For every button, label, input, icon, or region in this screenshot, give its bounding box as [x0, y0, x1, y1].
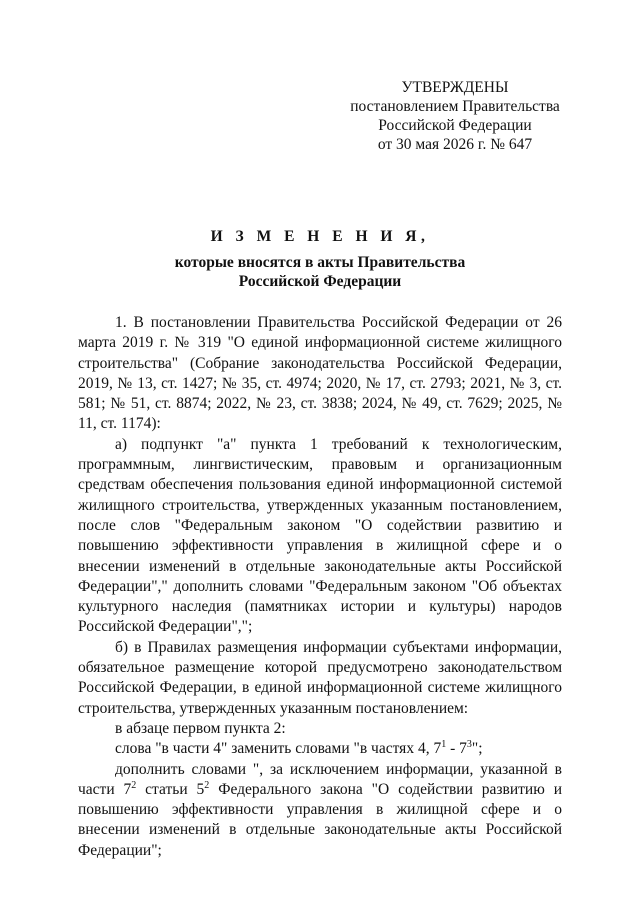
approval-line-1: постановлением Правительства — [350, 98, 560, 115]
paragraph-6-sup-2: 2 — [204, 779, 210, 791]
approval-line-3: от 30 мая 2026 г. № 647 — [377, 136, 533, 153]
document-body — [78, 313, 562, 861]
paragraph-6-text-a: дополнить словами ", за исключением информации, указанной в части 7 — [78, 760, 562, 798]
approval-title: УТВЕРЖДЕНЫ — [401, 79, 509, 96]
paragraph-2: а) подпункт "а" пункта 1 требований к технологическим, программным, лингвистическим, правовым и организационным средствам обеспечения пользования единой информационной системой жилищного строительства, утвержденных указанным постановлением, после слов "Федеральным законом "О содействии развитию и повышению эффективности управления в жилищной сфере и о внесении изменений в отдельные законодательные акты Российской Федерации"," дополнить словами "Федеральным законом "Об объектах культурного наследия (памятниках истории и культуры) народов Российской Федерации","; — [78, 435, 562, 636]
paragraph-5-text-c: "; — [471, 740, 483, 758]
approval-stamp — [330, 78, 580, 154]
paragraph-3: б) в Правилах размещения информации субъектами информации, обязательное размещение которой предусмотрено законодательством Российской Федерации, в единой информационной системе жилищного строительства, утвержденных указанным постановлением: — [78, 638, 562, 717]
paragraph-5-text-b: - 7 — [446, 740, 467, 758]
paragraph-4: в абзаце первом пункта 2: — [115, 719, 286, 737]
paragraph-6-sup-1: 2 — [131, 779, 137, 791]
paragraph-5 — [78, 739, 562, 759]
paragraph-5-sup-2: 3 — [466, 739, 472, 751]
paragraph-5-sup-1: 1 — [441, 739, 447, 751]
paragraph-6-text-b: статьи 5 — [136, 780, 205, 798]
document-subtitle-line-2: Российской Федерации — [238, 273, 402, 290]
paragraph-6 — [78, 760, 562, 861]
paragraph-1: 1. В постановлении Правительства Российской Федерации от 26 марта 2019 г. № 319 "О единой информационной системе жилищного строительства" (Собрание законодательства Российской Федерации, 2019, № 13, ст. 1427; № 35, ст. 4974; 2020, № 17, ст. 2793; 2021, № 3, ст. 581; № 51, ст. 8874; 2022, № 23, ст. 3838; 2024, № 49, ст. 7629; 2025, № 11, ст. 1174): — [78, 314, 562, 433]
paragraph-5-text-a: слова "в части 4" заменить словами "в частях 4, 7 — [115, 740, 442, 758]
document-title: И З М Е Н Е Н И Я, — [210, 228, 430, 245]
document-heading — [78, 227, 562, 291]
paragraph-6-text-c: Федерального закона "О содействии развитию и повышению эффективности управления в жилищной сфере и о внесении изменений в отдельные законодательные акты Российской Федерации"; — [78, 780, 563, 859]
approval-line-2: Российской Федерации — [378, 117, 532, 134]
document-subtitle-line-1: которые вносятся в акты Правительства — [174, 254, 466, 271]
